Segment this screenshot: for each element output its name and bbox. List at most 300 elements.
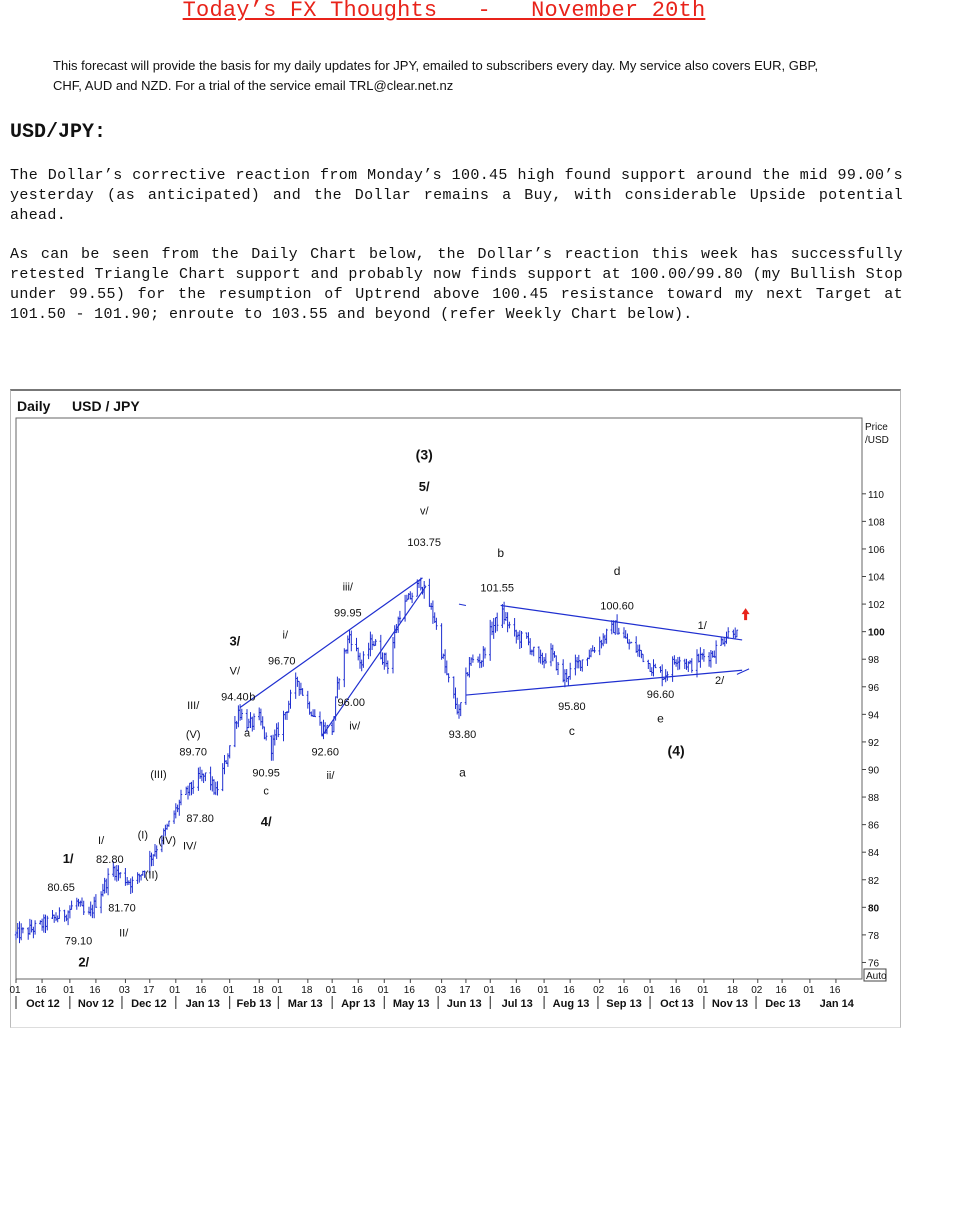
price-bar <box>649 663 651 672</box>
price-bar <box>251 717 253 732</box>
price-bar <box>105 879 107 894</box>
wave-annotation: d <box>613 564 621 579</box>
price-bar <box>477 657 479 663</box>
price-bar <box>282 711 284 742</box>
price-bar <box>55 912 57 921</box>
price-bar <box>241 709 243 720</box>
x-month-label: Jan 13 <box>185 998 220 1010</box>
wave-annotation: 95.80 <box>558 701 586 714</box>
price-bar <box>539 650 541 664</box>
price-bar <box>569 663 571 680</box>
price-bar <box>635 636 637 653</box>
panel-label: Daily <box>17 398 51 414</box>
wave-annotation: 96.60 <box>646 688 675 701</box>
x-day-label: 01 <box>223 985 235 996</box>
price-bar <box>557 662 559 675</box>
wave-annotation: 87.80 <box>186 812 214 825</box>
price-bar <box>581 660 583 672</box>
x-day-label: 17 <box>459 985 471 996</box>
price-bar <box>44 915 46 933</box>
price-bar <box>484 648 486 659</box>
x-day-label: 16 <box>351 985 363 996</box>
price-bar <box>20 923 22 940</box>
x-day-label: 01 <box>803 985 815 996</box>
price-bar <box>555 655 557 670</box>
price-bar <box>701 653 703 660</box>
price-bar <box>136 872 138 884</box>
wave-annotation: 92.60 <box>311 746 339 759</box>
x-day-label: 01 <box>325 985 337 996</box>
y-tick-label: 100 <box>868 627 885 639</box>
price-bar <box>166 824 168 830</box>
triangle-tick <box>459 604 466 605</box>
price-bar <box>107 868 109 895</box>
price-bar <box>552 645 554 661</box>
price-bar <box>298 681 300 696</box>
price-bar <box>387 661 389 674</box>
wave-annotation: i/ <box>282 629 289 642</box>
price-bar <box>213 779 215 795</box>
price-bar <box>237 705 239 727</box>
price-series <box>15 578 738 944</box>
price-bar <box>659 666 661 673</box>
price-bar <box>380 635 382 660</box>
price-bar <box>124 868 126 886</box>
price-bar <box>201 770 203 782</box>
y-tick-label: 80 <box>868 903 880 915</box>
price-bar <box>319 712 321 726</box>
price-bar <box>350 631 352 652</box>
price-bar <box>289 690 291 709</box>
price-bar <box>538 646 540 662</box>
price-bar <box>95 894 97 908</box>
wave-annotation: (I) <box>137 829 149 842</box>
x-day-label: 16 <box>403 985 415 996</box>
price-bar <box>17 923 19 938</box>
x-day-label: 16 <box>89 985 101 996</box>
wave-annotation: (IV) <box>158 834 177 847</box>
price-bar <box>63 910 65 922</box>
price-bar <box>447 673 449 682</box>
x-day-label: 01 <box>271 985 283 996</box>
price-bar <box>249 712 251 728</box>
wave-annotation: b <box>497 546 505 561</box>
price-bar <box>117 865 119 881</box>
price-bar <box>652 659 654 676</box>
price-bar <box>494 618 496 633</box>
x-day-label: 01 <box>63 985 75 996</box>
x-day-label: 01 <box>9 985 21 996</box>
price-bar <box>274 730 276 746</box>
price-bar <box>288 701 290 713</box>
wave-annotation: iv/ <box>349 720 361 733</box>
x-day-label: 03 <box>435 985 447 996</box>
price-bar <box>265 732 267 740</box>
price-bar <box>642 654 644 662</box>
auto-scale-label: Auto <box>866 971 887 982</box>
y-tick-label: 102 <box>868 600 885 612</box>
wave-annotation: II/ <box>119 927 129 940</box>
price-bar <box>602 633 604 646</box>
price-bar <box>336 677 338 699</box>
price-bar <box>616 614 618 634</box>
price-bar <box>696 649 698 677</box>
price-bar <box>533 647 535 657</box>
price-bar <box>70 901 72 910</box>
price-bar <box>671 656 673 682</box>
price-bar <box>314 709 316 717</box>
price-bar <box>43 914 45 932</box>
chart-frame <box>10 389 901 1028</box>
price-chart <box>11 391 902 1030</box>
price-bar <box>348 630 350 644</box>
price-bar <box>192 780 194 794</box>
price-bar <box>578 655 580 669</box>
price-bar <box>710 650 712 668</box>
price-bar <box>442 654 444 659</box>
page-title: Today’s FX Thoughts - November 20th <box>182 0 706 23</box>
x-month-label: Dec 12 <box>131 998 167 1010</box>
price-bar <box>661 664 663 686</box>
price-bar <box>197 768 199 791</box>
price-bar <box>81 898 83 906</box>
price-bar <box>440 623 442 660</box>
price-bar <box>116 865 118 882</box>
price-bar <box>15 931 17 940</box>
price-bar <box>678 657 680 670</box>
wave-annotation: 2/ <box>714 675 725 688</box>
price-bar <box>666 671 668 680</box>
price-bar <box>529 638 531 655</box>
x-month-label: Aug 13 <box>552 998 590 1010</box>
price-bar <box>479 654 481 668</box>
price-bar <box>300 683 302 695</box>
price-bar <box>209 767 211 791</box>
x-day-label: 18 <box>301 985 313 996</box>
wave-annotation: 80.65 <box>47 881 75 894</box>
y-tick-label: 94 <box>868 710 880 722</box>
y-tick-label: 98 <box>868 655 880 667</box>
price-bar <box>343 648 345 687</box>
price-bar <box>154 844 156 857</box>
price-bar <box>590 648 592 657</box>
intro-text: This forecast will provide the basis for my daily updates for JPY, emailed to subscribers every day. My service also covers EUR, GBP, CHF, AUD and NZD. For a trial of the service email TRL@clear.net.nz <box>53 58 819 93</box>
price-bar <box>263 727 265 740</box>
price-bar <box>211 776 213 791</box>
price-bar <box>496 613 498 632</box>
price-bar <box>65 915 67 922</box>
price-bar <box>235 721 237 729</box>
x-day-label: 16 <box>829 985 841 996</box>
price-bar <box>614 620 616 635</box>
price-bar <box>611 620 613 634</box>
price-bar <box>394 625 396 648</box>
y-tick-label: 82 <box>868 875 880 887</box>
wave-annotation: 3/ <box>229 633 241 649</box>
price-bar <box>322 720 324 739</box>
price-bar <box>173 811 175 824</box>
price-bar <box>189 783 191 796</box>
price-bar <box>383 653 385 670</box>
y-tick-label: 106 <box>868 544 885 556</box>
price-bar <box>630 642 632 644</box>
x-day-label: 01 <box>537 985 549 996</box>
price-bar <box>371 634 373 650</box>
wave-annotation: (4) <box>667 742 685 759</box>
x-month-label: Nov 12 <box>77 998 114 1010</box>
price-bar <box>357 648 359 661</box>
price-bar <box>628 639 630 649</box>
price-bar <box>295 673 297 699</box>
x-month-label: Feb 13 <box>236 998 272 1010</box>
price-bar <box>168 821 170 827</box>
wave-annotation: 4/ <box>260 814 272 829</box>
price-bar <box>673 655 675 664</box>
price-bar <box>468 657 470 678</box>
price-bar <box>566 669 568 682</box>
triangle-tick <box>737 669 749 675</box>
price-bar <box>564 669 566 687</box>
price-bar <box>444 649 446 673</box>
price-bar <box>517 632 519 640</box>
x-day-label: 01 <box>377 985 389 996</box>
price-bar <box>284 712 286 719</box>
wave-annotation: 100.60 <box>600 600 634 613</box>
price-bar <box>567 676 569 685</box>
price-bar <box>513 618 515 637</box>
price-bar <box>588 650 590 660</box>
wave-annotation: 2/ <box>78 954 90 970</box>
price-bar <box>53 915 55 923</box>
y-axis-label-unit: /USD <box>865 435 889 446</box>
price-bar <box>307 691 309 709</box>
price-bar <box>454 688 456 710</box>
wave-annotation: e <box>657 711 664 726</box>
price-bar <box>152 854 154 866</box>
price-bar <box>472 655 474 663</box>
price-bar <box>605 629 607 644</box>
price-bar <box>58 907 60 918</box>
price-bar <box>541 653 543 665</box>
price-bar <box>562 659 564 682</box>
price-bar <box>270 735 272 760</box>
wave-annotation: V/ <box>229 665 241 678</box>
wave-annotation: 1/ <box>62 851 74 867</box>
y-tick-label: 104 <box>868 572 885 584</box>
price-bar <box>576 657 578 668</box>
y-tick-label: 108 <box>868 517 885 529</box>
wave-annotation: 96.00 <box>337 697 366 710</box>
price-bar <box>505 612 507 621</box>
wave-annotation: 94.40 <box>221 691 249 704</box>
wave-annotation: 1/ <box>697 619 707 632</box>
wave-annotation: c <box>263 785 269 798</box>
price-bar <box>234 716 236 747</box>
price-bar <box>508 622 510 629</box>
y-axis-label: Price <box>865 422 888 433</box>
price-bar <box>543 657 545 668</box>
wave-annotation: ii/ <box>326 770 335 783</box>
price-bar <box>126 877 128 885</box>
x-month-label: Nov 13 <box>711 998 749 1010</box>
price-bar <box>180 790 182 806</box>
price-bar <box>156 845 158 859</box>
price-bar <box>703 649 705 662</box>
price-bar <box>736 630 738 637</box>
price-bar <box>67 910 69 925</box>
wave-annotation: 82.80 <box>96 854 124 867</box>
y-tick-label: 92 <box>868 737 880 749</box>
x-day-label: 17 <box>143 985 155 996</box>
price-bar <box>29 919 31 935</box>
price-bar <box>216 781 218 795</box>
x-month-label: Sep 13 <box>606 998 642 1010</box>
price-bar <box>260 709 262 726</box>
plot-area <box>16 418 862 979</box>
wave-annotation: a <box>459 765 466 780</box>
price-bar <box>18 921 20 943</box>
price-bar <box>720 637 722 646</box>
price-bar <box>140 875 142 881</box>
x-day-label: 18 <box>726 985 739 996</box>
y-tick-label: 86 <box>868 820 880 832</box>
price-bar <box>428 579 430 607</box>
x-day-label: 01 <box>697 985 709 996</box>
price-bar <box>545 653 547 664</box>
x-day-label: 16 <box>775 985 787 996</box>
price-bar <box>531 650 533 656</box>
y-tick-label: 90 <box>868 765 880 777</box>
x-day-label: 16 <box>195 985 207 996</box>
price-bar <box>574 655 576 676</box>
wave-annotation: (II) <box>144 869 159 882</box>
price-bar <box>69 905 71 918</box>
price-bar <box>506 612 508 632</box>
price-bar <box>493 618 495 639</box>
price-bar <box>88 907 90 915</box>
wave-annotation: (III) <box>150 768 167 781</box>
price-bar <box>579 661 581 671</box>
price-bar <box>526 633 528 639</box>
price-bar <box>185 787 187 795</box>
x-month-label: Jan 14 <box>819 998 854 1010</box>
x-month-label: Oct 12 <box>26 998 60 1010</box>
price-bar <box>22 927 24 933</box>
x-day-label: 02 <box>751 985 763 996</box>
y-tick-label: 110 <box>868 489 884 501</box>
wave-annotation: 90.95 <box>252 767 280 780</box>
price-bar <box>553 651 555 658</box>
price-bar <box>654 664 656 668</box>
price-bar <box>204 773 206 781</box>
wave-annotation: I/ <box>98 834 105 847</box>
price-bar <box>715 640 717 664</box>
x-day-label: 03 <box>118 985 131 996</box>
wave-annotation: 79.10 <box>64 935 93 948</box>
x-month-label: Mar 13 <box>287 998 323 1010</box>
price-bar <box>215 782 217 795</box>
price-bar <box>51 910 53 919</box>
price-bar <box>550 643 552 666</box>
price-bar <box>501 604 503 628</box>
up-arrow-icon <box>742 608 750 620</box>
price-bar <box>253 714 255 731</box>
x-month-label: Jun 13 <box>446 998 482 1010</box>
y-tick-label: 88 <box>868 793 880 805</box>
price-bar <box>677 657 679 670</box>
price-bar <box>175 803 177 818</box>
y-tick-label: 96 <box>868 682 880 694</box>
analysis-paragraph-2: As can be seen from the Daily Chart below, the Dollar’s reaction this week has successfully retested Triangle Chart support and probably now finds support at 100.00/99.80 (my Bullish Stop under 99.55) for the resumption of Uptrend above 100.45 resistance toward my next Target at 101.50 - 101.90; enroute to 103.55 and beyond (refer Weekly Chart below). <box>10 246 903 323</box>
x-day-label: 16 <box>669 985 681 996</box>
price-bar <box>458 704 460 719</box>
wave-annotation: 96.70 <box>268 655 296 668</box>
x-day-label: 16 <box>563 985 575 996</box>
price-bar <box>222 763 224 791</box>
price-bar <box>138 874 140 883</box>
price-bar <box>593 647 595 653</box>
x-day-label: 01 <box>643 985 655 996</box>
price-bar <box>432 601 434 624</box>
price-bar <box>76 898 78 910</box>
y-tick-label: 84 <box>868 848 880 860</box>
price-bar <box>491 622 493 636</box>
price-bar <box>202 774 204 783</box>
price-bar <box>685 659 687 670</box>
price-bar <box>91 905 93 918</box>
price-bar <box>651 667 653 676</box>
wave-annotation: iii/ <box>342 581 353 594</box>
x-month-label: Dec 13 <box>765 998 801 1010</box>
x-month-label: Oct 13 <box>660 998 694 1010</box>
wave-annotation: III/ <box>187 699 200 712</box>
price-bar <box>503 602 505 625</box>
price-bar <box>406 595 408 602</box>
price-bar <box>275 723 277 740</box>
price-bar <box>347 636 349 654</box>
price-bar <box>727 627 729 639</box>
price-bar <box>41 919 43 931</box>
price-bar <box>399 611 401 623</box>
x-day-label: 02 <box>593 985 605 996</box>
price-bar <box>519 630 521 649</box>
price-bar <box>114 866 116 881</box>
price-bar <box>331 723 333 736</box>
price-bar <box>374 639 376 646</box>
price-bar <box>258 708 260 721</box>
wave-annotation: 99.95 <box>334 607 362 620</box>
price-bar <box>227 753 229 767</box>
x-day-label: 01 <box>169 985 181 996</box>
price-bar <box>618 628 620 635</box>
wave-annotation: (3) <box>415 446 433 463</box>
price-bar <box>489 620 491 661</box>
price-bar <box>119 872 121 878</box>
y-tick-label: 78 <box>868 930 880 942</box>
price-bar <box>684 659 686 669</box>
x-month-label: Jul 13 <box>501 998 533 1010</box>
price-bar <box>367 643 369 659</box>
price-bar <box>46 916 48 931</box>
wave-annotation: 101.55 <box>480 582 515 595</box>
wave-annotation: 5/ <box>418 479 430 495</box>
wave-annotation: a <box>243 727 251 740</box>
price-bar <box>599 637 601 656</box>
price-bar <box>708 652 710 667</box>
wave-annotation: IV/ <box>182 840 197 853</box>
price-bar <box>32 927 34 939</box>
wave-annotation: 89.70 <box>179 746 207 759</box>
